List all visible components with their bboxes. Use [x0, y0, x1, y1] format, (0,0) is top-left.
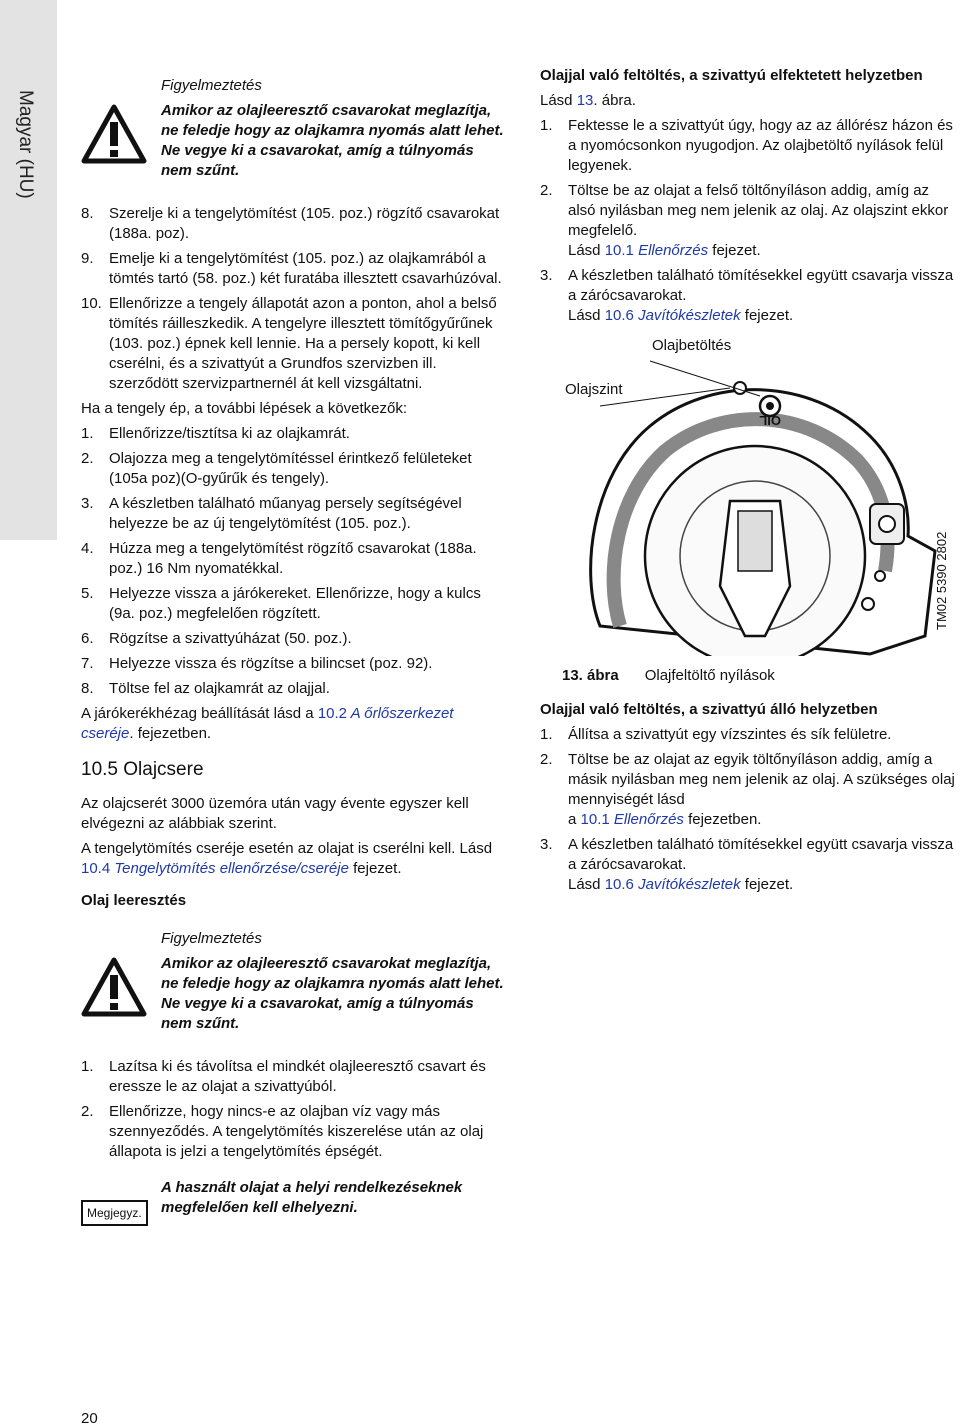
- check-link[interactable]: 10.1 Ellenőrzés: [580, 811, 684, 828]
- list-item: 2. Töltse be az olajat a felső töltőnyíláson addig, amíg az alsó nyilásban meg nem jelenik az olaj. Az olajszint ekkor megfelelő. Lásd 10.1 Ellenőrzés fejezet.: [540, 182, 949, 259]
- figure-caption: 13. ábra Olajfeltöltő nyílások: [562, 667, 775, 684]
- page-number: 20: [81, 1410, 98, 1427]
- steps-list-e: [540, 725, 960, 895]
- left-column: [81, 76, 506, 1238]
- drain-heading: Olaj leeresztés: [81, 892, 187, 909]
- list-item: 5. Helyezze vissza a járókereket. Ellenőrizze, hogy a kulcs (9a. poz.) megfelelően rögzített.: [81, 585, 481, 622]
- list-item: 1. Állítsa a szivattyút egy vízszintes és sík felületre.: [540, 726, 892, 743]
- pump-figure: [540, 336, 960, 656]
- note-box: [81, 1178, 506, 1238]
- tm-code: TM02 5390 2802: [934, 531, 949, 630]
- section-heading: 10.5 Olajcsere: [81, 759, 204, 780]
- warning-box-1: [81, 76, 506, 194]
- list-item: 1. Lazítsa ki és távolítsa el mindkét olajleeresztő csavart és eressze le az olajat a szivattyúból.: [81, 1058, 486, 1095]
- list-item: 10. Ellenőrizze a tengely állapotát azon a ponton, ahol a belső tömítés ráilleszkedik. A tengelyre illesztett tömítőgyűrűnek (103. poz.) épnek kell lennie. Ha a persely kopott, ki kell cserélni, és a szivattyút a Grundfos szervizben ill. szerződött szervizpartnernél át kell vizsgáltatni.: [81, 295, 497, 392]
- see-figure: Lásd 13. ábra.: [540, 92, 636, 109]
- steps-list-a: [81, 204, 506, 394]
- horizontal-fill-heading: Olajjal való feltöltés, a szivattyú elfektetett helyzetben: [540, 67, 923, 84]
- right-column: [540, 66, 960, 900]
- steps-list-c: [81, 1057, 506, 1162]
- list-item: 2. Ellenőrizze, hogy nincs-e az olajban víz vagy más szennyeződés. A tengelytömítés kiszerelése után az olaj állapota is jelzi a tengelytömítés épségét.: [81, 1103, 484, 1160]
- language-tab-label: Magyar (HU): [15, 90, 36, 199]
- language-side-tab: [0, 0, 57, 540]
- warning-title: Figyelmeztetés: [161, 930, 262, 947]
- repair-kits-link[interactable]: 10.6 Javítókészletek: [604, 876, 741, 893]
- warning-text: Amikor az olajleeresztő csavarokat meglazítja, ne feledje hogy az olajkamra nyomás alatt lehet. Ne vegye ki a csavarokat, amíg a túlnyomás nem szűnt.: [161, 102, 504, 179]
- steps-list-b: [81, 424, 506, 699]
- oil-change-paragraph-1: Az olajcserét 3000 üzemóra után vagy évente egyszer kell elvégezni az alábbiak szerint.: [81, 795, 469, 832]
- impeller-ref: A járókerékhézag beállítását lásd a 10.2 A őrlőszerkezet cseréje. fejezetben.: [81, 705, 454, 742]
- warning-triangle-icon: [81, 957, 147, 1017]
- list-item: 2. Töltse be az olajat az egyik töltőnyíláson addig, amíg a másik nyilásban meg nem jelenik az olaj. A szükséges olaj mennyiségét lásd a 10.1 Ellenőrzés fejezetben.: [540, 751, 955, 828]
- warning-box-2: [81, 929, 506, 1047]
- list-item: 6. Rögzítse a szivattyúházat (50. poz.).: [81, 630, 352, 647]
- check-link[interactable]: 10.1 Ellenőrzés: [604, 242, 709, 259]
- warning-text: Amikor az olajleeresztő csavarokat meglazítja, ne feledje hogy az olajkamra nyomás alatt lehet. Ne vegye ki a csavarokat, amíg a túlnyomás nem szűnt.: [161, 955, 504, 1032]
- oil-level-label: Olajszint: [565, 381, 623, 398]
- repair-kits-link[interactable]: 10.6 Javítókészletek: [604, 307, 741, 324]
- list-item: 3. A készletben található tömítésekkel együtt csavarja vissza a zárócsavarokat. Lásd 10.6 Javítókészletek fejezet.: [540, 836, 954, 893]
- note-label: Megjegyz.: [81, 1200, 148, 1226]
- impeller-ref-link[interactable]: 10.2 A őrlőszerkezet cseréje: [81, 705, 454, 742]
- list-item: 8. Töltse fel az olajkamrát az olajjal.: [81, 680, 330, 697]
- list-item: 1. Ellenőrizze/tisztítsa ki az olajkamrát.: [81, 425, 350, 442]
- oil-change-paragraph-2: A tengelytömítés cseréje esetén az olajat is cserélni kell. Lásd 10.4 Tengelytömítés ellenőrzése/cseréje fejezet.: [81, 840, 493, 877]
- oil-fill-label: Olajbetöltés: [652, 337, 732, 354]
- intact-intro: Ha a tengely ép, a további lépések a következők:: [81, 400, 408, 417]
- upright-fill-heading: Olajjal való feltöltés, a szivattyú álló helyzetben: [540, 701, 878, 718]
- figure-link[interactable]: 13: [576, 92, 594, 109]
- note-text: A használt olajat a helyi rendelkezéseknek megfelelően kell elhelyezni.: [161, 1179, 463, 1216]
- warning-triangle-icon: [81, 104, 147, 164]
- list-item: 9. Emelje ki a tengelytömítést (105. poz.) az olajkamrából a tömtés tartó (58. poz.) két furatába illesztett csavarhúzóval.: [81, 250, 502, 287]
- shaft-seal-link[interactable]: 10.4 Tengelytömítés ellenőrzése/cseréje: [81, 860, 349, 877]
- list-item: 7. Helyezze vissza és rögzítse a bilincset (poz. 92).: [81, 655, 433, 672]
- warning-title: Figyelmeztetés: [161, 77, 262, 94]
- list-item: 3. A készletben található műanyag persely segítségével helyezze be az új tengelytömítést (105. poz.).: [81, 495, 462, 532]
- list-item: 8. Szerelje ki a tengelytömítést (105. poz.) rögzítő csavarokat (188a. poz).: [81, 205, 500, 242]
- list-item: 4. Húzza meg a tengelytömítést rögzítő csavarokat (188a. poz.) 16 Nm nyomatékkal.: [81, 540, 477, 577]
- list-item: 3. A készletben található tömítésekkel együtt csavarja vissza a zárócsavarokat. Lásd 10.6 Javítókészletek fejezet.: [540, 267, 954, 324]
- steps-list-d: [540, 116, 960, 326]
- list-item: 1. Fektesse le a szivattyút úgy, hogy az az állórész házon és a nyomócsonkon nyugodjon. Az olajbetöltő nyílások felül legyenek.: [540, 117, 953, 174]
- list-item: 2. Olajozza meg a tengelytömítéssel érintkező felületeket (105a poz)(O-gyűrűk és tengely).: [81, 450, 472, 487]
- oil-text-marking: OIL: [759, 413, 781, 428]
